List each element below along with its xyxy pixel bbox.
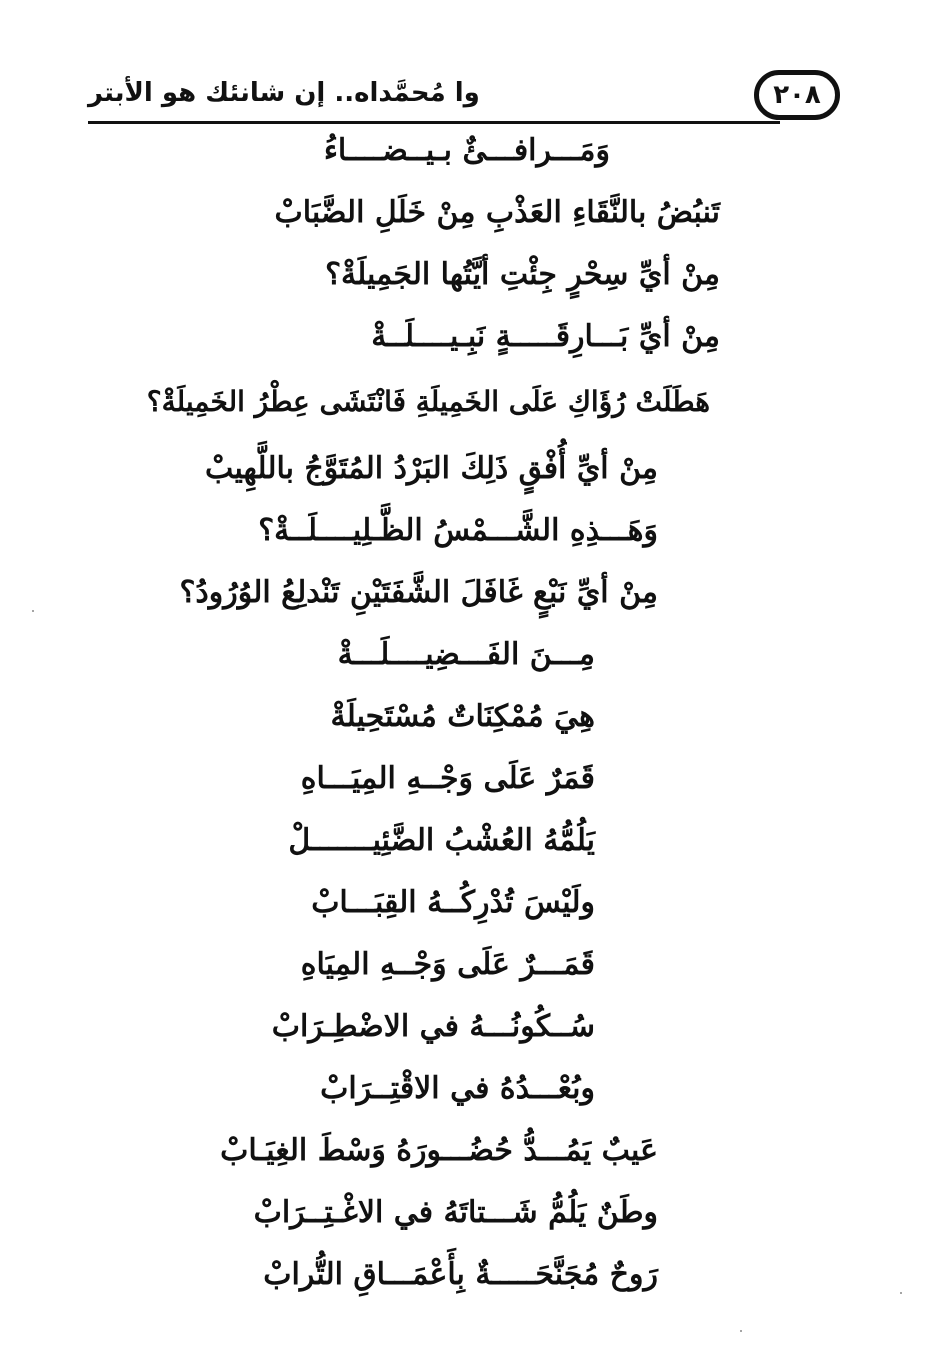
poem-line: قَمَرٌ عَلَى وَجْــهِ المِيَـــاهِ (300, 761, 595, 796)
poem-line: قَمَـــرٌ عَلَى وَجْــهِ المِيَاهِ (300, 947, 595, 982)
poem-line: مِنْ أيِّ بَـــارِقَـــــةٍ نَبِـيــــلَــةْ (371, 319, 720, 354)
poem-line: وطَنٌ يَلُمُّ شَـــتاتَهُ في الاغْـتِــرَابْ (253, 1195, 658, 1230)
poem-line: هَطَلَتْ رُؤَاكِ عَلَى الخَمِيلَةِ فَانْتَشَى عِطْرُ الخَمِيلَةْ؟ (146, 385, 710, 418)
poem-line: يَلُمُّهُ العُشْبُ الضَّئِيـــــــلْ (288, 823, 595, 858)
poem-line: تَنبُضُ بالنَّقَاءِ العَذْبِ مِنْ خَلَلِ الضَّبَابْ (274, 195, 720, 230)
page-number: ٢٠٨ (773, 80, 821, 110)
poem-line: مِـــنَ الفَـــضِيــــلَـــةْ (337, 637, 595, 672)
running-title: وا مُحمَّداه.. إن شانئك هو الأبتر (88, 78, 480, 108)
scan-speck (740, 1330, 742, 1332)
scan-speck (900, 1292, 902, 1294)
poem-line: ولَيْسَ تُدْرِكُــهُ القِبَـــابْ (311, 885, 595, 920)
page-header (88, 70, 840, 126)
poem-line: مِنْ أيِّ سِحْرٍ جِئْتِ أيَّتُها الجَمِيلَةْ؟ (325, 257, 720, 292)
poem-line: وَهَـــذِهِ الشَّـــمْسُ الظَّـلِيــــلَــةْ؟ (258, 513, 658, 548)
scan-speck (32, 610, 34, 612)
poem-line: هِيَ مُمْكِنَاتٌ مُسْتَحِيلَةْ (330, 699, 595, 734)
poem-line: وَمَـــرافـــئٌ بـيــضــــاءُ (323, 133, 610, 168)
page-number-badge (754, 70, 840, 120)
poem-line: عَيبٌ يَمُـــدُّ حُضُـــورَهُ وَسْطَ الغِيَـابْ (220, 1133, 658, 1168)
poem-line: مِنْ أيِّ نَبْعٍ غَافَلَ الشَّفَتَيْنِ تَنْدلِعُ الوُرُودُ؟ (179, 575, 658, 610)
header-rule (88, 121, 780, 124)
poem-line: مِنْ أيِّ أُفْقٍ ذَلِكَ البَرْدُ المُتَوَّجُ باللَّهِيبْ (205, 451, 658, 486)
poem-line: سُــكُونُـــهُ في الاضْطِـرَابْ (271, 1009, 595, 1044)
poem-line: رَوحٌ مُجَنَّحَـــــةٌ بِأَعْمَـــاقِ التُّرابْ (263, 1257, 658, 1292)
poem-line: وبُعْـــدُهُ في الاقْتِــرَابْ (320, 1071, 595, 1106)
